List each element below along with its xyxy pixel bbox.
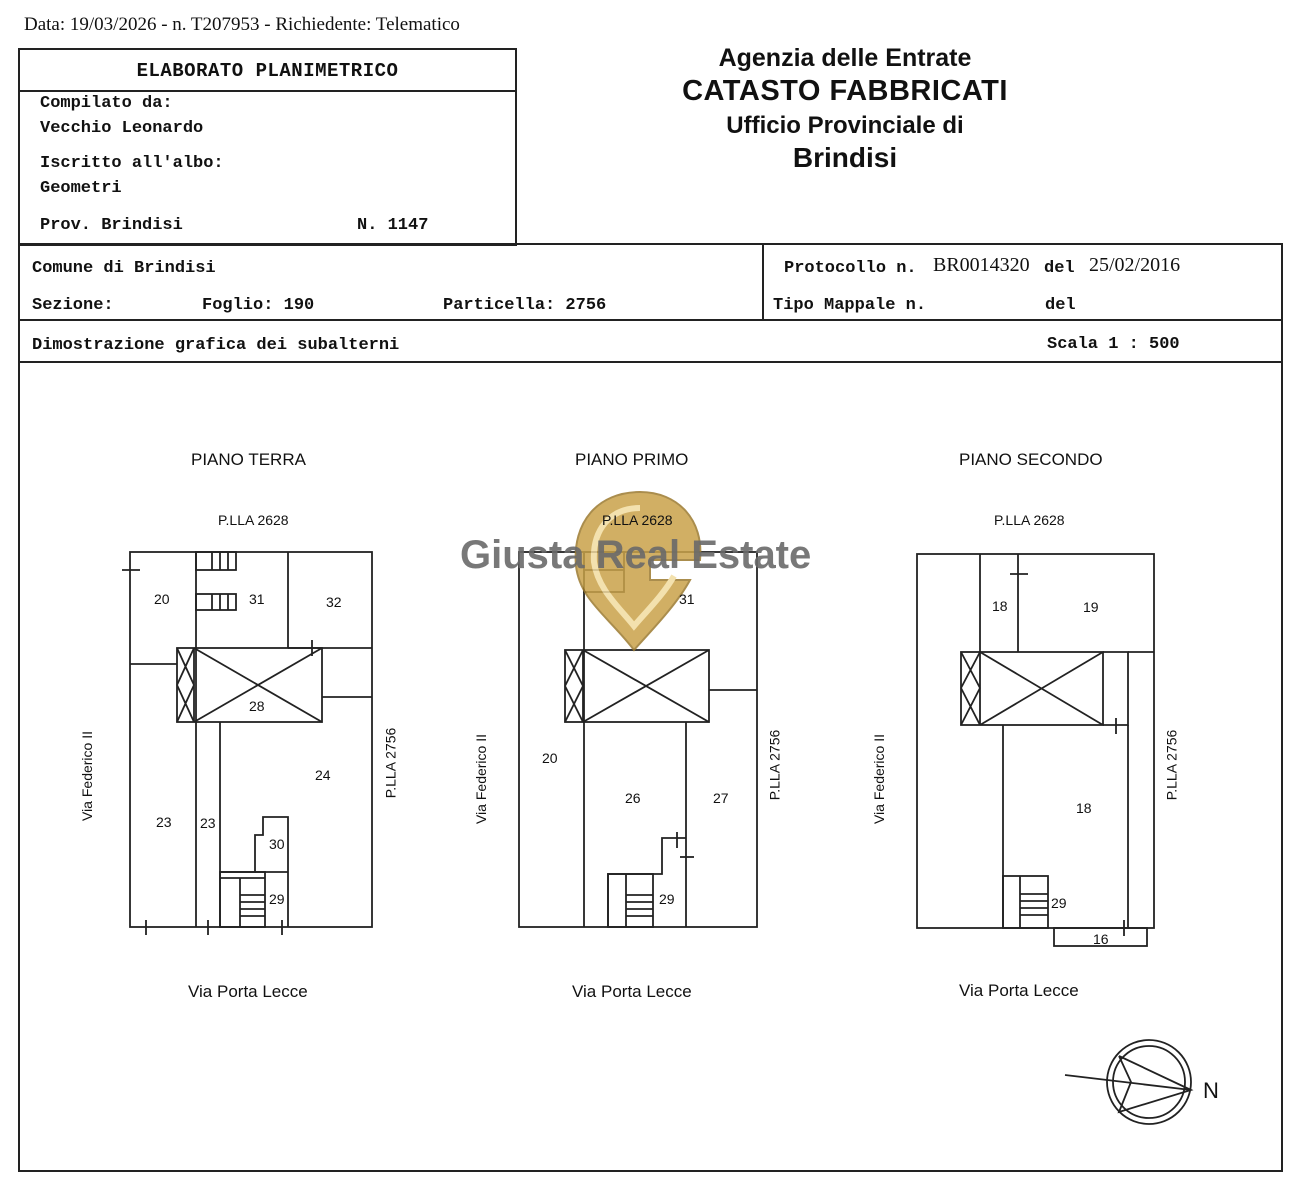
protocollo-number: BR0014320 <box>933 254 1030 276</box>
secondo-wall <box>1103 652 1128 725</box>
scale-label: Scala 1 : 500 <box>1047 335 1180 354</box>
secondo-room-label: 29 <box>1051 895 1067 911</box>
terra-west-label: Via Federico II <box>79 730 96 822</box>
office-label: Ufficio Provinciale di <box>726 112 964 139</box>
primo-east-label: P.LLA 2756 <box>766 729 783 801</box>
primo-room-label: 31 <box>679 591 695 607</box>
terra-room-label: 23 <box>156 814 172 830</box>
primo-south-label: Via Porta Lecce <box>572 982 692 1001</box>
tipo-mappale-del: del <box>1045 296 1076 315</box>
primo-room-label: 29 <box>659 891 675 907</box>
compass-rose <box>1065 1040 1191 1124</box>
province: Prov. Brindisi <box>40 216 183 235</box>
secondo-west-label: Via Federico II <box>871 733 888 825</box>
terra-room-label: 30 <box>269 836 285 852</box>
terra-room-label: 24 <box>315 767 331 783</box>
foglio: Foglio: 190 <box>202 296 315 315</box>
plan-piano-secondo <box>917 554 1154 946</box>
catasto-title: CATASTO FABBRICATI <box>682 75 1008 107</box>
dimostrazione-label: Dimostrazione grafica dei subalterni <box>32 336 400 355</box>
secondo-room-label: 16 <box>1093 931 1109 947</box>
primo-courtyard <box>565 650 709 722</box>
protocollo-date: 25/02/2016 <box>1089 254 1181 276</box>
watermark-text: Giusta Real Estate <box>460 533 812 577</box>
compiled-by-label: Compilato da: <box>40 94 173 113</box>
terra-room-label: 31 <box>249 591 265 607</box>
protocollo-label: Protocollo n. <box>784 259 917 278</box>
sezione: Sezione: <box>32 296 114 315</box>
plan-title-terra: PIANO TERRA <box>191 450 306 469</box>
request-header: Data: 19/03/2026 - n. T207953 - Richiedente: Telematico <box>24 14 460 35</box>
secondo-outline <box>917 554 1154 928</box>
primo-west-label: Via Federico II <box>473 733 490 825</box>
primo-room-label: 26 <box>625 790 641 806</box>
elaborato-title: ELABORATO PLANIMETRICO <box>136 60 399 82</box>
primo-room-label: 20 <box>542 750 558 766</box>
compass-north-label: N <box>1203 1078 1219 1103</box>
terra-room-label: 32 <box>326 594 342 610</box>
office-city: Brindisi <box>792 142 898 173</box>
secondo-room-label: 19 <box>1083 599 1099 615</box>
secondo-room-label: 18 <box>1076 800 1092 816</box>
terra-room-label: 20 <box>154 591 170 607</box>
comune: Comune di Brindisi <box>32 259 216 278</box>
terra-room-label: 29 <box>269 891 285 907</box>
terra-north-label: P.LLA 2628 <box>218 512 289 528</box>
primo-stair-room <box>608 838 686 927</box>
terra-stair <box>196 594 236 610</box>
terra-room-label: 23 <box>200 815 216 831</box>
terra-stair-bottom <box>220 872 265 927</box>
registered-label: Iscritto all'albo: <box>40 154 224 173</box>
compiled-by-name: Vecchio Leonardo <box>40 119 204 138</box>
terra-room-label: 28 <box>249 698 265 714</box>
terra-south-label: Via Porta Lecce <box>188 982 308 1001</box>
plan-title-primo: PIANO PRIMO <box>575 450 689 469</box>
primo-room-label: 27 <box>713 790 729 806</box>
primo-stair-bottom <box>608 874 653 927</box>
terra-east-label: P.LLA 2756 <box>382 727 399 799</box>
plan-title-secondo: PIANO SECONDO <box>959 450 1103 469</box>
registration-number: N. 1147 <box>357 216 429 235</box>
terra-stair <box>196 552 236 570</box>
secondo-courtyard <box>961 652 1103 725</box>
tipo-mappale: Tipo Mappale n. <box>773 296 927 315</box>
secondo-north-label: P.LLA 2628 <box>994 512 1065 528</box>
particella: Particella: 2756 <box>443 296 607 315</box>
agency-name: Agenzia delle Entrate <box>718 44 972 72</box>
registered-value: Geometri <box>40 179 122 198</box>
primo-north-label: P.LLA 2628 <box>602 512 673 528</box>
secondo-east-label: P.LLA 2756 <box>1163 729 1180 801</box>
protocollo-del: del <box>1044 259 1075 278</box>
secondo-south-label: Via Porta Lecce <box>959 981 1079 1000</box>
secondo-stair-bottom <box>1003 876 1048 928</box>
secondo-room-label: 18 <box>992 598 1008 614</box>
